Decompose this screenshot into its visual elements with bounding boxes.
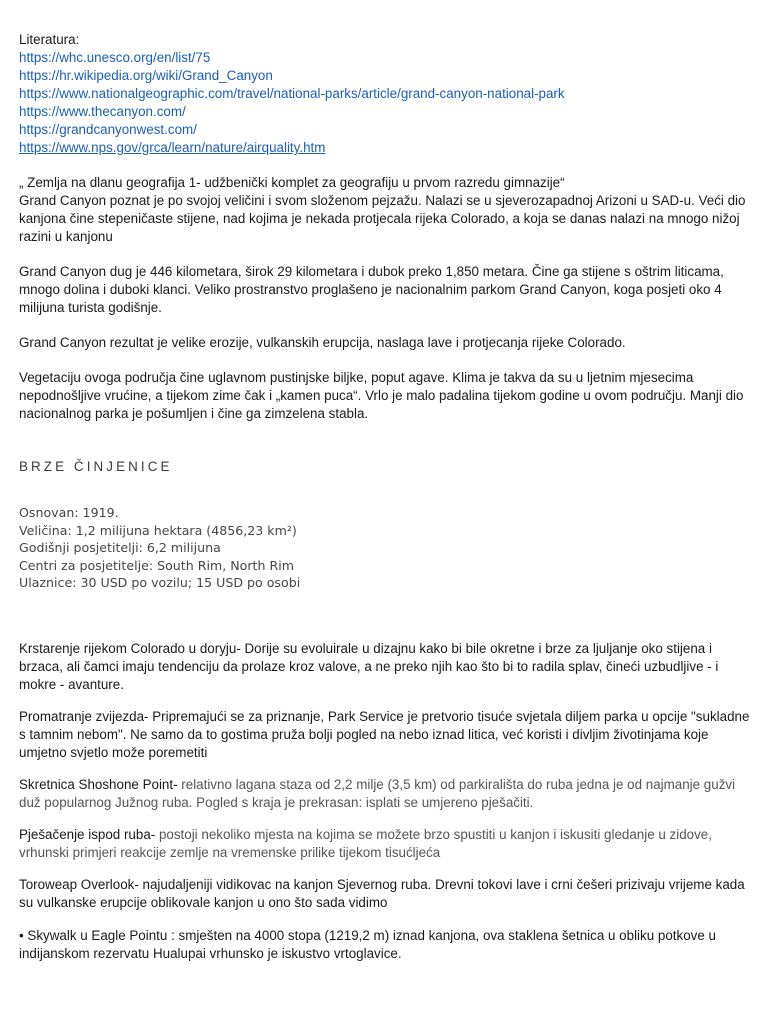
intro-source-and-para1 [19, 174, 754, 246]
below-rim-text: postoji nekoliko mjesta na kojima se možete brzo spustiti u kanjon i iskusiti gledanje u zidove, vrhunski primjeri reakcije zemlje na vremenske prilike tijekom tisućljeća [19, 827, 712, 860]
fact-visitor-centers: Centri za posjetitelje: South Rim, North Rim [19, 557, 294, 573]
link-nps[interactable]: https://www.nps.gov/grca/learn/nature/airquality.htm [19, 140, 326, 155]
activity-stars: Promatranje zvijezda- Pripremajući se za priznanje, Park Service je pretvorio tisuće svjetala diljem parka u opcije "sukladne s tamnim nebom". Ne samo da to gostima pruža bolji pogled na nebo iznad litica, već koristi i divljim životinjama koje umjetno svjetlo može poremetiti [19, 709, 750, 760]
activity-below-rim [19, 826, 754, 862]
link-unesco[interactable]: https://whc.unesco.org/en/list/75 [19, 50, 211, 65]
fact-size: Veličina: 1,2 milijuna hektara (4856,23 km²) [19, 522, 297, 538]
facts-heading: BRZE ČINJENICE [19, 459, 173, 474]
activity-skywalk: • Skywalk u Eagle Pointu : smješten na 4000 stopa (1219,2 m) iznad kanjona, ova staklena šetnica u obliku potkove u indijanskom rezervatu Hualupai vrhunsko je iskustvo vrtoglavice. [19, 928, 716, 961]
link-wikipedia[interactable]: https://hr.wikipedia.org/wiki/Grand_Canyon [19, 68, 273, 83]
activity-colorado: Krstarenje rijekom Colorado u doryju- Dorije su evoluirale u dizajnu kako bi bile okretne i brze za ljuljanje oko stijena i brzaca, ali čamci imaju tendenciju da prolaze kroz valove, a ne preko njih kao što bi to radila splav, čineći uzbudljive - i mokre - avanture. [19, 641, 719, 692]
fact-founded: Osnovan: 1919. [19, 505, 119, 520]
shoshone-text: relativno lagana staza od 2,2 milje (3,5 km) od parkirališta do ruba jedna je od najmanje gužvi duž popularnog Južnog ruba. Pogled s kraja je prekrasan: isplati se umjereno pješačiti. [19, 777, 736, 810]
fact-visitors: Godišnji posjetitelji: 6,2 milijuna [19, 540, 221, 556]
link-grandcanyonwest[interactable]: https://grandcanyonwest.com/ [19, 122, 197, 137]
activity-toroweap: Toroweap Overlook- najudaljeniji vidikovac na kanjon Sjevernog ruba. Drevni tokovi lave i crni češeri prizivaju vrijeme kada su vulkanske erupcije oblikovale kanjon u ono što sada vidimo [19, 877, 745, 910]
fact-tickets: Ulaznice: 30 USD po vozilu; 15 USD po osobi [19, 575, 301, 591]
literature-section [19, 31, 754, 157]
intro-paragraph-2: Grand Canyon dug je 446 kilometara, širok 29 kilometara i dubok preko 1,850 metara. Čine ga stijene s oštrim liticama, mnogo dolina i duboki klanci. Veliko prostranstvo proglašeno je nacionalnim parkom Grand Canyon, koga posjeti oko 4 milijuna turista godišnje. [19, 264, 724, 315]
below-rim-title: Pješačenje ispod ruba- [19, 827, 156, 842]
shoshone-title: Skretnica Shoshone Point- [19, 777, 178, 792]
intro-paragraph-3: Grand Canyon rezultat je velike erozije, vulkanskih erupcija, naslaga lave i protjecanja rijeke Colorado. [19, 335, 626, 350]
link-natgeo[interactable]: https://www.nationalgeographic.com/travel/national-parks/article/grand-canyon-national-park [19, 86, 565, 101]
literature-title: Literatura: [19, 32, 80, 47]
source-line: „ Zemlja na dlanu geografija 1- udžbenički komplet za geografiju u prvom razredu gimnazije“ [19, 175, 565, 190]
link-thecanyon[interactable]: https://www.thecanyon.com/ [19, 104, 186, 119]
intro-paragraph-1: Grand Canyon poznat je po svojoj veličini i svom složenom pejzažu. Nalazi se u sjeverozapadnoj Arizoni u SAD-u. Veći dio kanjona čine stepeničaste stijene, nad kojima je nekada protjecala rijeka Colorado, a koja se danas nalazi na mnogo nižoj razini u kanjonu [19, 193, 746, 244]
activity-shoshone [19, 776, 754, 812]
facts-list [19, 504, 754, 592]
intro-paragraph-4: Vegetaciju ovoga područja čine uglavnom pustinjske biljke, poput agave. Klima je takva da su u ljetnim mjesecima nepodnošljive vrućine, a tijekom zime čak i „kamen puca“. Vrlo je malo padalina tijekom godine u ovom području. Manji dio nacionalnog parka je pošumljen i čine ga zimzelena stabla. [19, 370, 744, 421]
